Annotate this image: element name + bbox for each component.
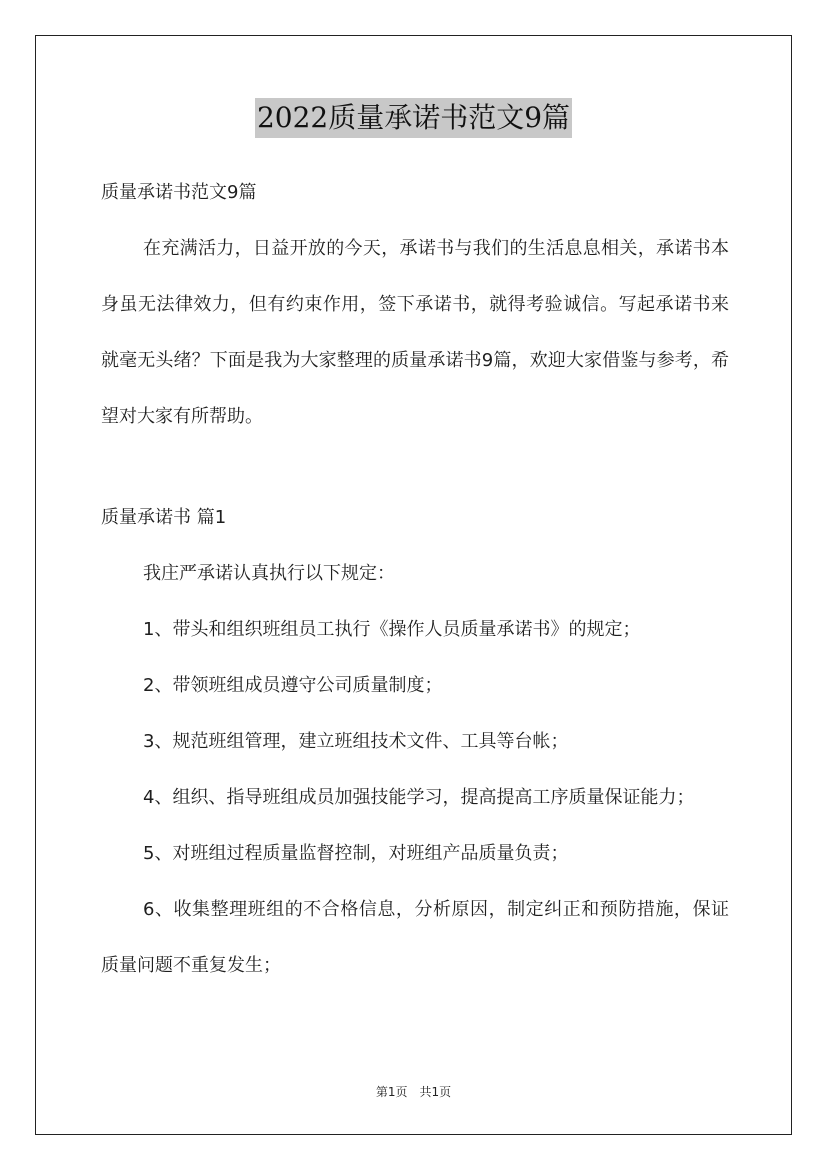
list-item: 4、组织、指导班组成员加强技能学习，提高提高工序质量保证能力； xyxy=(143,787,695,808)
page-footer: 第1页 共1页 xyxy=(375,1085,452,1099)
lead-paragraph: 我庄严承诺认真执行以下规定： xyxy=(143,563,395,584)
list-item: 2、带领班组成员遵守公司质量制度； xyxy=(143,675,443,696)
intro-paragraph: 在充满活力，日益开放的今天，承诺书与我们的生活息息相关，承诺书本身虽无法律效力，但有约束作用，签下承诺书，就得考验诚信。写起承诺书来就毫无头绪？下面是我为大家整理的质量承诺书9篇，欢迎大家借鉴与参考，希望对大家有所帮助。 xyxy=(101,238,729,427)
subtitle: 质量承诺书范文9篇 xyxy=(101,182,257,203)
list-item: 1、带头和组织班组员工执行《操作人员质量承诺书》的规定； xyxy=(143,619,641,640)
list-item: 5、对班组过程质量监督控制，对班组产品质量负责； xyxy=(143,843,569,864)
document-body xyxy=(101,165,729,445)
title-container xyxy=(0,98,827,138)
list-item: 3、规范班组管理，建立班组技术文件、工具等台帐； xyxy=(143,731,569,752)
section-body xyxy=(101,490,729,994)
section-heading: 质量承诺书 篇1 xyxy=(101,507,227,528)
list-item: 6、收集整理班组的不合格信息，分析原因，制定纠正和预防措施，保证质量问题不重复发生； xyxy=(101,899,729,976)
document-title: 2022质量承诺书范文9篇 xyxy=(255,98,572,138)
